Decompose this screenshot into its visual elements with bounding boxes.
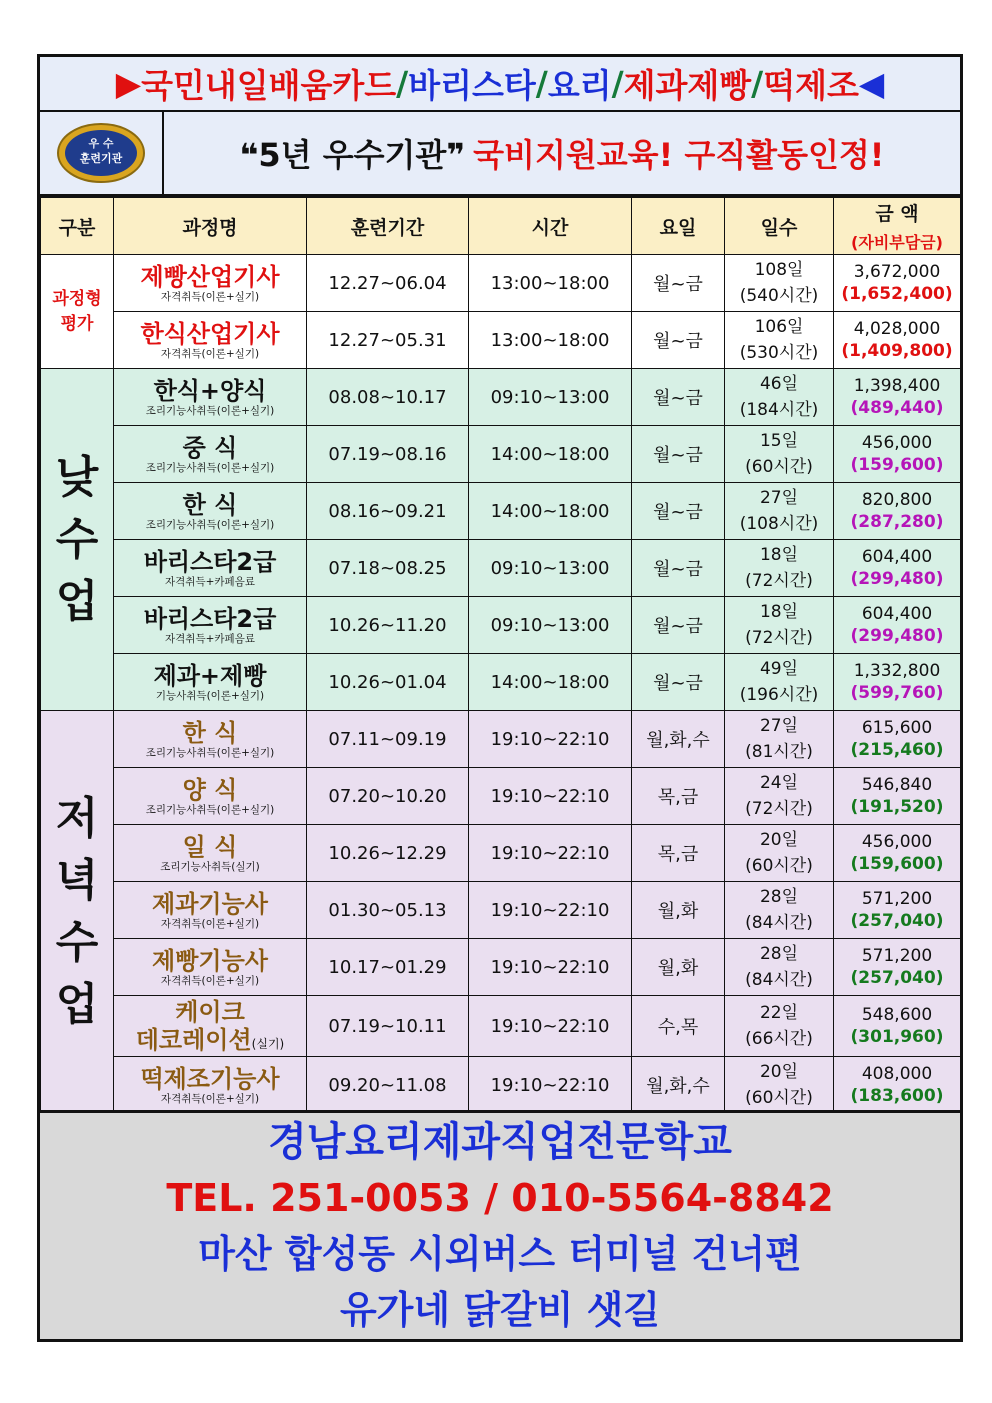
course-name: 한 식 [182, 718, 238, 747]
group-label-text: 저 녁 수 업 [55, 793, 99, 1030]
amount-total: 604,400 [861, 604, 933, 624]
days-cell [725, 312, 834, 369]
course-sub: 조리기능사취득(이론+실기) [145, 404, 275, 417]
table-row [41, 1057, 961, 1114]
course-name-2: 데코레이션 [135, 1026, 252, 1054]
banner-cooking: 요리 [547, 66, 612, 105]
headline-excellence: ❝5년 우수기관❞ [239, 136, 466, 174]
days-cell [725, 882, 834, 939]
amount-self-pay: (215,460) [850, 740, 944, 760]
hours-count: (184시간) [739, 400, 819, 420]
amount-cell [834, 483, 961, 540]
amount-cell [834, 255, 961, 312]
table-row [41, 312, 961, 369]
time-cell: 13:00~18:00 [469, 312, 632, 369]
amount-self-pay: (257,040) [850, 911, 944, 931]
table-row [41, 597, 961, 654]
excellent-institution-seal-icon [56, 122, 146, 184]
course-sub: 조리기능사취득(이론+실기) [145, 803, 275, 816]
period-cell: 07.18~08.25 [307, 540, 469, 597]
group-label [41, 369, 114, 711]
hours-count: (540시간) [739, 286, 819, 306]
header-group: 구분 [41, 198, 114, 255]
course-name-line2 [114, 1026, 306, 1054]
hours-count: (72시간) [745, 571, 813, 591]
amount-total: 408,000 [861, 1064, 933, 1084]
header-weekday: 요일 [632, 198, 725, 255]
course-name: 양 식 [182, 775, 238, 804]
weekday-cell: 월,화 [632, 882, 725, 939]
amount-total: 571,200 [861, 889, 933, 909]
hours-count: (108시간) [739, 514, 819, 534]
course-name-cell [114, 483, 307, 540]
hours-count: (60시간) [745, 1088, 813, 1108]
period-cell: 07.11~09.19 [307, 711, 469, 768]
logo-cell [40, 112, 164, 194]
weekday-cell: 월~금 [632, 255, 725, 312]
course-name-cell [114, 1057, 307, 1114]
course-name-cell [114, 426, 307, 483]
course-sub: 자격취득+카페음료 [165, 575, 255, 588]
period-cell: 08.16~09.21 [307, 483, 469, 540]
amount-total: 604,400 [861, 547, 933, 567]
period-cell: 10.26~11.20 [307, 597, 469, 654]
course-sub: 자격취득+카페음료 [165, 632, 255, 645]
banner-separator: / [611, 64, 624, 103]
banner-separator: / [396, 64, 409, 103]
amount-total: 548,600 [861, 1005, 933, 1025]
hours-count: (84시간) [745, 970, 813, 990]
amount-cell [834, 768, 961, 825]
seal-line1: 우 수 [88, 137, 114, 150]
course-name-cell [114, 369, 307, 426]
header-amount [834, 198, 961, 255]
time-cell: 09:10~13:00 [469, 540, 632, 597]
course-name: 케이크 [175, 998, 245, 1026]
time-cell: 14:00~18:00 [469, 654, 632, 711]
group-label [41, 255, 114, 369]
weekday-cell: 월~금 [632, 597, 725, 654]
table-row [41, 483, 961, 540]
course-name: 제빵산업기사 [140, 262, 280, 291]
days-cell [725, 711, 834, 768]
days-cell [725, 540, 834, 597]
course-table [40, 197, 961, 1114]
amount-total: 571,200 [861, 946, 933, 966]
headline-support: 국비지원교육! 구직활동인정! [473, 136, 885, 174]
group-label-text: 과정형 평가 [52, 288, 102, 334]
hours-count: (530시간) [739, 343, 819, 363]
course-flyer [37, 54, 963, 1342]
period-cell: 10.17~01.29 [307, 939, 469, 996]
table-row [41, 540, 961, 597]
amount-self-pay: (191,520) [850, 797, 944, 817]
days-cell [725, 654, 834, 711]
weekday-cell: 월,화,수 [632, 1057, 725, 1114]
course-name: 중 식 [182, 433, 238, 462]
address-line1: 마산 합성동 시외버스 터미널 건너편 [198, 1232, 802, 1276]
address-line2: 유가네 닭갈비 샛길 [339, 1288, 661, 1332]
amount-total: 4,028,000 [853, 319, 941, 339]
header-period: 훈련기간 [307, 198, 469, 255]
time-cell: 13:00~18:00 [469, 255, 632, 312]
course-name-cell [114, 939, 307, 996]
period-cell: 01.30~05.13 [307, 882, 469, 939]
days-cell [725, 939, 834, 996]
amount-cell [834, 369, 961, 426]
amount-cell [834, 426, 961, 483]
time-cell: 14:00~18:00 [469, 426, 632, 483]
amount-cell [834, 825, 961, 882]
amount-self-pay: (159,600) [850, 455, 944, 475]
course-name-cell [114, 654, 307, 711]
course-name-cell [114, 882, 307, 939]
course-sub: 조리기능사취득(이론+실기) [145, 461, 275, 474]
course-name: 바리스타2급 [143, 547, 277, 576]
days-count: 15일 [759, 431, 799, 451]
days-count: 28일 [759, 887, 799, 907]
days-count: 27일 [759, 716, 799, 736]
days-count: 22일 [759, 1003, 799, 1023]
time-cell: 19:10~22:10 [469, 1057, 632, 1114]
days-cell [725, 597, 834, 654]
weekday-cell: 월~금 [632, 540, 725, 597]
amount-cell [834, 654, 961, 711]
hours-count: (196시간) [739, 685, 819, 705]
amount-self-pay: (1,652,400) [841, 284, 953, 304]
left-arrow-icon: ◀ [858, 64, 885, 103]
banner-separator: / [751, 64, 764, 103]
table-row [41, 255, 961, 312]
top-banner [40, 57, 960, 112]
header-amount-label: 금 액 [875, 203, 919, 225]
table-row [41, 711, 961, 768]
hours-count: (81시간) [745, 742, 813, 762]
days-count: 108일 [754, 260, 804, 280]
time-cell: 19:10~22:10 [469, 996, 632, 1057]
hours-count: (60시간) [745, 856, 813, 876]
amount-total: 1,332,800 [853, 661, 941, 681]
phone-numbers: TEL. 251-0053 / 010-5564-8842 [166, 1176, 834, 1220]
course-sub: 자격취득(이론+실기) [160, 347, 260, 360]
course-name: 제빵기능사 [152, 946, 268, 975]
course-sub: 조리기능사취득(실기) [160, 860, 260, 873]
weekday-cell: 월~금 [632, 654, 725, 711]
amount-self-pay: (299,480) [850, 569, 944, 589]
course-name-cell [114, 768, 307, 825]
table-row [41, 426, 961, 483]
banner-bakery: 제과제빵 [623, 66, 752, 105]
banner-card-text: 국민내일배움카드 [141, 66, 397, 105]
banner-barista: 바리스타 [408, 66, 536, 105]
time-cell: 19:10~22:10 [469, 882, 632, 939]
days-cell [725, 768, 834, 825]
time-cell: 14:00~18:00 [469, 483, 632, 540]
table-row [41, 882, 961, 939]
table-row [41, 768, 961, 825]
table-body [41, 255, 961, 1114]
table-row [41, 654, 961, 711]
header-days: 일수 [725, 198, 834, 255]
days-count: 18일 [759, 545, 799, 565]
course-name-cell [114, 255, 307, 312]
period-cell: 12.27~06.04 [307, 255, 469, 312]
school-name: 경남요리제과직업전문학교 [268, 1119, 732, 1165]
days-count: 20일 [759, 830, 799, 850]
weekday-cell: 월,화,수 [632, 711, 725, 768]
amount-self-pay: (299,480) [850, 626, 944, 646]
amount-total: 3,672,000 [853, 262, 941, 282]
period-cell: 07.19~10.11 [307, 996, 469, 1057]
course-sub: 자격취득(이론+실기) [160, 974, 260, 987]
table-row [41, 825, 961, 882]
group-label-text: 낮 수 업 [55, 451, 99, 627]
amount-self-pay: (287,280) [850, 512, 944, 532]
amount-total: 456,000 [861, 832, 933, 852]
header-amount-sub: (자비부담금) [851, 233, 943, 252]
course-name-cell [114, 597, 307, 654]
days-count: 27일 [759, 488, 799, 508]
header-course: 과정명 [114, 198, 307, 255]
course-sub: 자격취득(이론+실기) [160, 290, 260, 303]
days-count: 20일 [759, 1062, 799, 1082]
days-cell [725, 426, 834, 483]
time-cell: 09:10~13:00 [469, 597, 632, 654]
period-cell: 09.20~11.08 [307, 1057, 469, 1114]
course-sub: (실기) [251, 1037, 285, 1051]
group-label [41, 711, 114, 1114]
amount-cell [834, 939, 961, 996]
amount-cell [834, 996, 961, 1057]
weekday-cell: 목,금 [632, 768, 725, 825]
hours-count: (84시간) [745, 913, 813, 933]
course-sub: 자격취득(이론+실기) [160, 1092, 260, 1105]
time-cell: 19:10~22:10 [469, 768, 632, 825]
course-name: 바리스타2급 [143, 604, 277, 633]
course-sub: 기능사취득(이론+실기) [155, 689, 265, 702]
amount-total: 1,398,400 [853, 376, 941, 396]
course-sub: 조리기능사취득(이론+실기) [145, 746, 275, 759]
weekday-cell: 월~금 [632, 369, 725, 426]
period-cell: 07.19~08.16 [307, 426, 469, 483]
time-cell: 19:10~22:10 [469, 711, 632, 768]
course-name: 한 식 [182, 490, 238, 519]
period-cell: 08.08~10.17 [307, 369, 469, 426]
amount-self-pay: (599,760) [850, 683, 944, 703]
amount-total: 820,800 [861, 490, 933, 510]
days-cell [725, 255, 834, 312]
course-name: 한식산업기사 [140, 319, 280, 348]
period-cell: 12.27~05.31 [307, 312, 469, 369]
table-row [41, 369, 961, 426]
days-count: 18일 [759, 602, 799, 622]
headline-row [40, 112, 960, 197]
course-name: 한식+양식 [153, 376, 267, 405]
contact-footer [40, 1110, 960, 1339]
table-header-row [41, 198, 961, 255]
weekday-cell: 목,금 [632, 825, 725, 882]
header-time: 시간 [469, 198, 632, 255]
course-name-cell [114, 996, 307, 1057]
amount-self-pay: (1,409,800) [841, 341, 953, 361]
days-cell [725, 825, 834, 882]
hours-count: (72시간) [745, 799, 813, 819]
days-count: 28일 [759, 944, 799, 964]
amount-total: 456,000 [861, 433, 933, 453]
weekday-cell: 월~금 [632, 483, 725, 540]
course-name-cell [114, 540, 307, 597]
hours-count: (60시간) [745, 457, 813, 477]
amount-self-pay: (257,040) [850, 968, 944, 988]
days-count: 106일 [754, 317, 804, 337]
right-arrow-icon: ▶ [115, 64, 142, 103]
course-name-cell [114, 711, 307, 768]
amount-total: 546,840 [861, 775, 933, 795]
days-cell [725, 369, 834, 426]
weekday-cell: 수,목 [632, 996, 725, 1057]
period-cell: 07.20~10.20 [307, 768, 469, 825]
banner-ricecake: 떡제조 [763, 66, 859, 105]
table-row [41, 996, 961, 1057]
course-name: 일 식 [182, 832, 238, 861]
time-cell: 19:10~22:10 [469, 825, 632, 882]
days-count: 24일 [759, 773, 799, 793]
course-name: 제과기능사 [152, 889, 268, 918]
amount-self-pay: (489,440) [850, 398, 944, 418]
hours-count: (72시간) [745, 628, 813, 648]
table-row [41, 939, 961, 996]
amount-self-pay: (159,600) [850, 854, 944, 874]
course-name-cell [114, 825, 307, 882]
amount-cell [834, 540, 961, 597]
seal-line2: 훈련기관 [79, 152, 123, 165]
headline-text [164, 112, 960, 194]
time-cell: 19:10~22:10 [469, 939, 632, 996]
period-cell: 10.26~12.29 [307, 825, 469, 882]
hours-count: (66시간) [745, 1029, 813, 1049]
amount-cell [834, 882, 961, 939]
days-cell [725, 483, 834, 540]
days-count: 46일 [759, 374, 799, 394]
course-name: 떡제조기능사 [140, 1064, 280, 1093]
course-sub: 조리기능사취득(이론+실기) [145, 518, 275, 531]
amount-cell [834, 1057, 961, 1114]
days-cell [725, 1057, 834, 1114]
amount-self-pay: (301,960) [850, 1027, 944, 1047]
weekday-cell: 월~금 [632, 312, 725, 369]
course-sub: 자격취득(이론+실기) [160, 917, 260, 930]
amount-total: 615,600 [861, 718, 933, 738]
course-name: 제과+제빵 [153, 661, 267, 690]
days-count: 49일 [759, 659, 799, 679]
time-cell: 09:10~13:00 [469, 369, 632, 426]
course-name-cell [114, 312, 307, 369]
amount-cell [834, 711, 961, 768]
amount-self-pay: (183,600) [850, 1086, 944, 1106]
weekday-cell: 월~금 [632, 426, 725, 483]
weekday-cell: 월,화 [632, 939, 725, 996]
amount-cell [834, 312, 961, 369]
period-cell: 10.26~01.04 [307, 654, 469, 711]
banner-separator: / [535, 64, 548, 103]
amount-cell [834, 597, 961, 654]
days-cell [725, 996, 834, 1057]
